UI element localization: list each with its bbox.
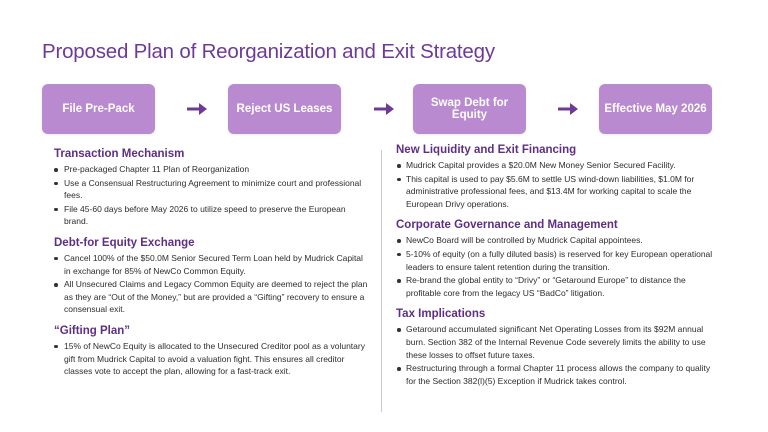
bullet-item: Restructuring through a formal Chapter 11 process allows the company to quality for the Section 382(l)(5) Exception if Mudrick takes control. — [396, 362, 722, 387]
bullet-icon — [54, 345, 58, 349]
bullet-icon — [397, 367, 401, 371]
section-heading: “Gifting Plan” — [54, 324, 131, 337]
bullet-icon — [397, 164, 401, 168]
section-heading: Transaction Mechanism — [54, 148, 185, 160]
column-divider — [381, 150, 382, 412]
bullet-icon — [397, 253, 401, 257]
arrow-right-icon — [557, 101, 579, 117]
step-reject-us-leases: Reject US Leases — [228, 84, 341, 134]
bullet-icon — [54, 168, 58, 172]
bullet-icon — [397, 178, 401, 182]
bullet-icon — [54, 208, 58, 212]
arrow-right-icon — [186, 101, 208, 117]
section-transaction-mechanism — [44, 148, 368, 228]
bullet-item: Re-brand the global entity to “Drivy” or “Getaround Europe” to distance the profitable core from the legacy US “BadCo” litigation. — [396, 274, 722, 299]
bullet-item: Cancel 100% of the $50.0M Senior Secured Term Loan held by Mudrick Capital in exchange for 85% of NewCo Common Equity. — [44, 252, 368, 277]
bullet-item: Getaround accumulated significant Net Operating Losses from its $92M annual burn. Section 382 of the Internal Revenue Code severely limits the ability to use these losses to offset future taxes. — [396, 323, 722, 361]
right-column — [396, 144, 722, 396]
section-heading: Corporate Governance and Management — [396, 219, 618, 232]
bullet-icon — [54, 257, 58, 261]
arrow-right-icon — [373, 101, 395, 117]
left-column — [44, 148, 368, 387]
bullet-item: All Unsecured Claims and Legacy Common Equity are deemed to reject the plan as they are “Out of the Money,” but are provided a “Gifting” recovery to ensure a consensual exit. — [44, 278, 368, 316]
bullet-item: 15% of NewCo Equity is allocated to the Unsecured Creditor pool as a voluntary gift from Mudrick Capital to avoid a valuation fight. This ensures all creditor classes vote to accept the plan, allowing for a fast-track exit. — [44, 340, 368, 378]
bullet-item: Mudrick Capital provides a $20.0M New Money Senior Secured Facility. — [396, 159, 722, 172]
section-heading: New Liquidity and Exit Financing — [396, 144, 577, 156]
step-swap-debt-for-equity: Swap Debt for Equity — [413, 84, 526, 134]
bullet-item: Pre-packaged Chapter 11 Plan of Reorganization — [44, 163, 368, 176]
bullet-item: Use a Consensual Restructuring Agreement to minimize court and professional fees. — [44, 177, 368, 202]
section-new-liquidity — [396, 144, 722, 210]
section-heading: Tax Implications — [396, 308, 486, 321]
bullet-item: File 45-60 days before May 2026 to utilize speed to preserve the European brand. — [44, 203, 368, 228]
section-gifting-plan — [44, 325, 368, 378]
process-flow — [0, 84, 768, 136]
bullet-icon — [397, 328, 401, 332]
bullet-icon — [397, 279, 401, 283]
bullet-icon — [397, 239, 401, 243]
bullet-icon — [54, 283, 58, 287]
section-tax-implications — [396, 308, 722, 387]
step-effective-may-2026: Effective May 2026 — [599, 84, 712, 134]
page-title: Proposed Plan of Reorganization and Exit Strategy — [42, 40, 495, 63]
bullet-icon — [54, 182, 58, 186]
section-heading: Debt-for Equity Exchange — [54, 236, 195, 249]
section-debt-for-equity — [44, 237, 368, 316]
bullet-item: This capital is used to pay $5.6M to settle US wind-down liabilities, $1.0M for administrative professional fees, and $13.4M for working capital to scale the European Drivy operations. — [396, 173, 722, 211]
bullet-item: NewCo Board will be controlled by Mudrick Capital appointees. — [396, 234, 722, 247]
bullet-item: 5-10% of equity (on a fully diluted basis) is reserved for key European operational leaders to ensure talent retention during the transition. — [396, 248, 722, 273]
step-file-pre-pack: File Pre-Pack — [42, 84, 155, 134]
section-corporate-governance — [396, 219, 722, 299]
